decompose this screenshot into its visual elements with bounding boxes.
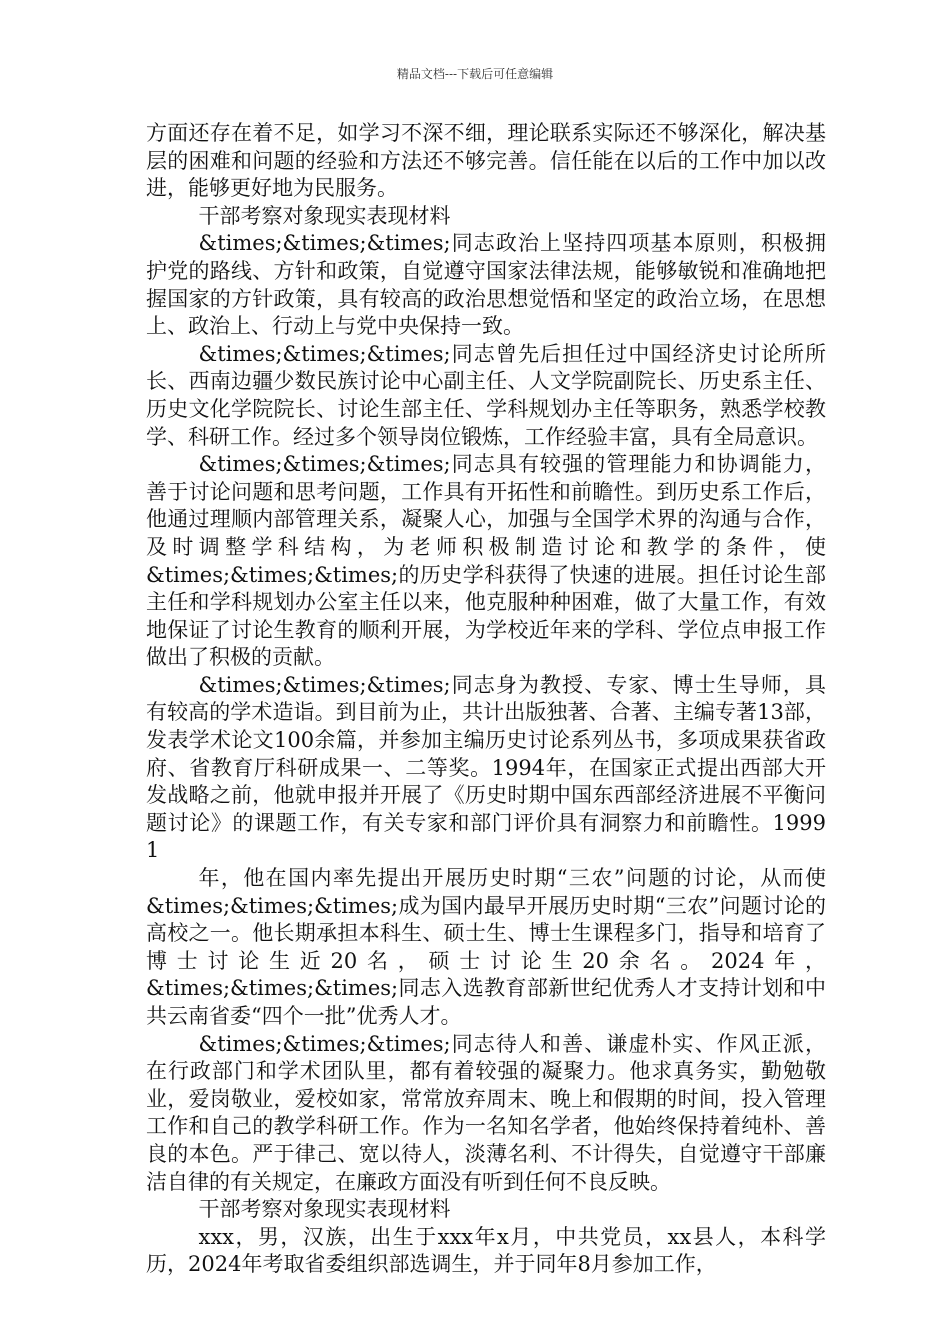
paragraph-academic: &times;&times;&times;同志身为教授、专家、博士生导师，具有较高的学术造诣。到目前为止，共计出版独著、合著、主编专著13部，发表学术论文100余篇，并参加主编历史讨论系列丛书，多项成果获省政府、省教育厅科研成果一、二等奖。1994年，在国家正式提出西部大开发战略之前，他就申报并开展了《历史时期中国东西部经济进展不平衡问题讨论》的课题工作，有关专家和部门评价具有洞察力和前瞻性。1999 1 [146,672,826,863]
section-heading-2: 干部考察对象现实表现材料 [198,1197,451,1222]
paragraph-management: &times;&times;&times;同志具有较强的管理能力和协调能力，善于讨论问题和思考问题，工作具有开拓性和前瞻性。到历史系工作后，他通过理顺内部管理关系，凝聚人心，加强与全国学术界的沟通与合作，及时调整学科结构，为老师积极制造讨论和教学的条件，使&times;&times;&times;的历史学科获得了快速的进展。担任讨论生部主任和学科规划办公室主任以来，他克服种种困难，做了大量工作，有效地保证了讨论生教育的顺利开展，为学校近年来的学科、学位点申报工作做出了积极的贡献。 [146,452,826,670]
paragraph-continuation: 方面还存在着不足，如学习不深不细，理论联系实际还不够深化，解决基层的困难和问题的经验和方法还不够完善。信任能在以后的工作中加以改进，能够更好地为民服务。 [146,121,826,201]
document-body [146,120,826,1279]
paragraph-positions: &times;&times;&times;同志曾先后担任过中国经济史讨论所所长、西南边疆少数民族讨论中心副主任、人文学院副院长、历史系主任、历史文化学院院长、讨论生部主任、学科规划办主任等职务，熟悉学校教学、科研工作。经过多个领导岗位锻炼，工作经验丰富，具有全局意识。 [146,341,826,449]
section-heading: 干部考察对象现实表现材料 [198,203,451,228]
paragraph-research: 年，他在国内率先提出开展历史时期“三农”问题的讨论，从而使&times;&times;&times;成为国内最早开展历史时期“三农”问题讨论的高校之一。他长期承担本科生、硕士生、博士生课程多门，指导和培育了博士讨论生近20名，硕士讨论生20余名。2024年，&times;&times;&times;同志入选教育部新世纪优秀人才支持计划和中共云南省委“四个一批”优秀人才。 [146,866,826,1028]
page-header: 精品文档---下载后可任意编辑 [396,67,554,81]
paragraph-political: &times;&times;&times;同志政治上坚持四项基本原则，积极拥护党的路线、方针和政策，自觉遵守国家法律法规，能够敏锐和准确地把握国家的方针政策，具有较高的政治思想觉悟和坚定的政治立场，在思想上、政治上、行动上与党中央保持一致。 [146,231,826,339]
paragraph-profile: xxx，男，汉族，出生于xxx年x月，中共党员，xx县人，本科学历，2024年考取省委组织部选调生，并于同年8月参加工作， [146,1224,826,1277]
paragraph-character: &times;&times;&times;同志待人和善、谦虚朴实、作风正派，在行政部门和学术团队里，都有着较强的凝聚力。他求真务实，勤勉敬业，爱岗敬业，爱校如家，常常放弃周末、晚上和假期的时间，投入管理工作和自己的教学科研工作。作为一名知名学者，他始终保持着纯朴、善良的本色。严于律己、宽以待人，淡薄名利、不计得失，自觉遵守干部廉洁自律的有关规定，在廉政方面没有听到任何不良反映。 [146,1031,826,1194]
